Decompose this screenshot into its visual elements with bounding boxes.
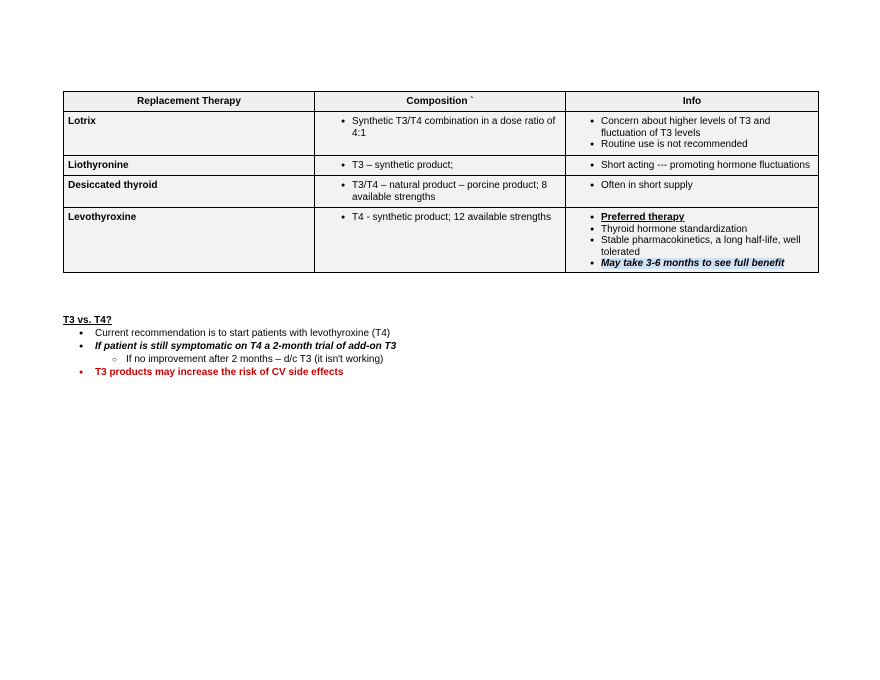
table-row <box>64 208 819 273</box>
list-item: ● Stable pharmacokinetics, a long half-life, well tolerated <box>570 235 814 258</box>
list-item: ● T4 - synthetic product; 12 available strengths <box>321 212 561 224</box>
list-item: ● Routine use is not recommended <box>570 139 814 151</box>
list-item: ● Often in short supply <box>570 180 814 192</box>
table-row <box>64 156 819 176</box>
composition-cell <box>315 112 566 156</box>
list-item: ● Thyroid hormone standardization <box>570 224 814 236</box>
therapy-name: Desiccated thyroid <box>64 176 315 208</box>
header-info: Info <box>566 92 819 112</box>
composition-cell <box>315 156 566 176</box>
composition-cell <box>315 176 566 208</box>
therapy-name: Levothyroxine <box>64 208 315 273</box>
preferred-therapy-label: Preferred therapy <box>601 212 685 223</box>
therapy-name: Liothyronine <box>64 156 315 176</box>
sub-list-item: ○ If no improvement after 2 months – d/c T3 (it isn't working) <box>63 353 763 366</box>
list-item: ● Synthetic T3/T4 combination in a dose ratio of 4:1 <box>321 116 561 139</box>
highlighted-note: May take 3-6 months to see full benefit <box>601 258 785 269</box>
list-item <box>570 258 814 270</box>
list-item: ● T3 – synthetic product; <box>321 160 561 172</box>
therapy-table <box>63 91 819 273</box>
header-composition: Composition ` <box>315 92 566 112</box>
table-row <box>64 112 819 156</box>
list-item <box>63 340 763 353</box>
info-cell <box>566 112 819 156</box>
section-title: T3 vs. T4? <box>63 315 112 326</box>
list-item: ● Current recommendation is to start patients with levothyroxine (T4) <box>63 327 763 340</box>
composition-cell <box>315 208 566 273</box>
info-cell <box>566 208 819 273</box>
info-cell <box>566 176 819 208</box>
list-item: ● Short acting --- promoting hormone fluctuations <box>570 160 814 172</box>
therapy-name: Lotrix <box>64 112 315 156</box>
warning-item: ● T3 products may increase the risk of CV side effects <box>63 366 763 379</box>
list-item: ● T3/T4 – natural product – porcine product; 8 available strengths <box>321 180 561 203</box>
list-item: ● Concern about higher levels of T3 and fluctuation of T3 levels <box>570 116 814 139</box>
info-cell <box>566 156 819 176</box>
trial-note: If patient is still symptomatic on T4 a 2-month trial of add-on T3 <box>95 341 397 352</box>
table-header-row <box>64 92 819 112</box>
header-therapy: Replacement Therapy <box>64 92 315 112</box>
table-row <box>64 176 819 208</box>
list-item <box>570 212 814 224</box>
t3-vs-t4-section <box>63 314 763 379</box>
